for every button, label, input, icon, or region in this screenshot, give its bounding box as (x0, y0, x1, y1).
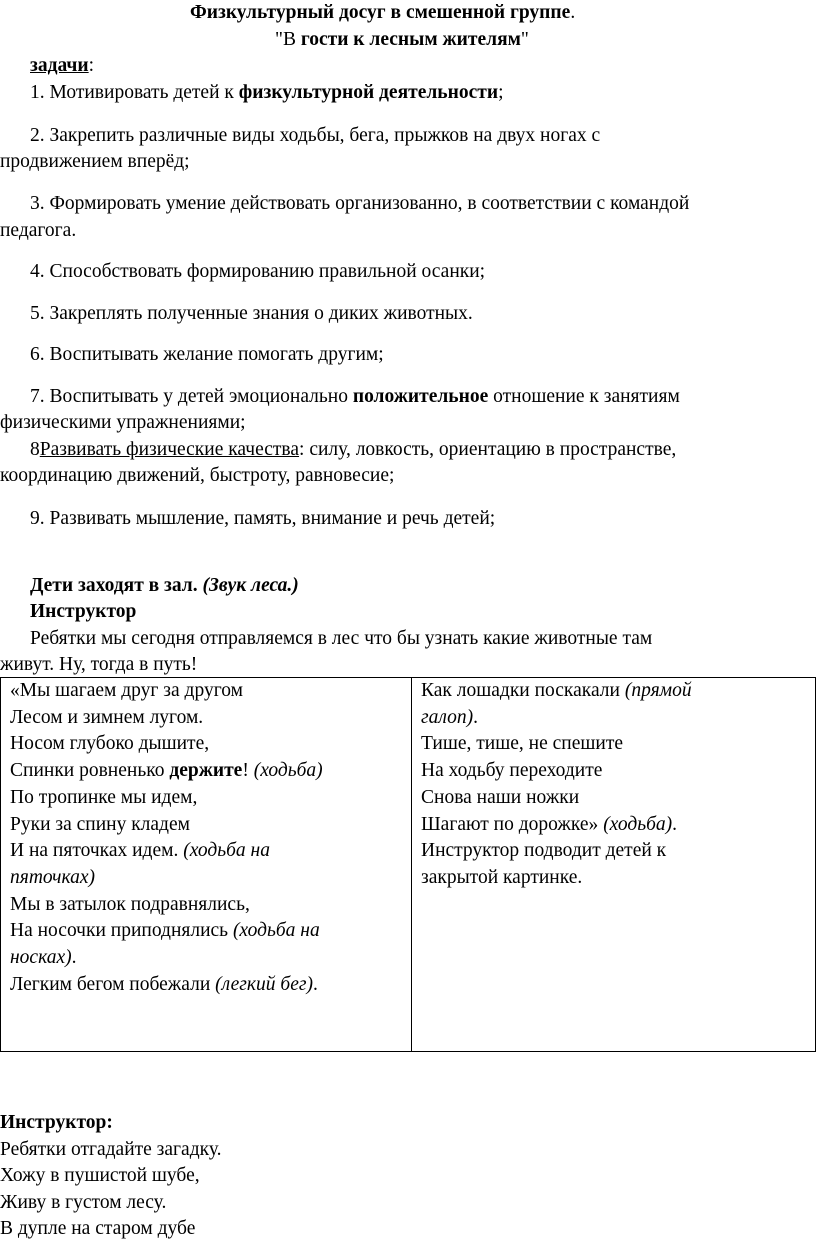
poem-table (0, 677, 816, 1052)
tasks-heading: задачи: (30, 55, 95, 76)
poem-line: И на пяточках идем. (ходьба на (10, 840, 270, 862)
task-8: 8Развивать физические качества: силу, ловкость, ориентацию в пространстве, (30, 439, 677, 460)
title-line-2: "В гости к лесным жителям" (275, 29, 529, 50)
title-line-1: Физкультурный досуг в смешенной группе. (190, 2, 576, 23)
task-7: 7. Воспитывать у детей эмоционально положительное отношение к занятиям (30, 386, 680, 407)
task-3-cont: педагога. (0, 220, 77, 241)
riddle-line: В дупле на старом дубе (0, 1218, 196, 1239)
task-5: 5. Закреплять полученные знания о диких животных. (30, 303, 473, 324)
poem-line: закрытой картинке. (421, 866, 583, 888)
riddle-speaker: Инструктор: (0, 1112, 113, 1133)
instructor-speech: Ребятки мы сегодня отправляемся в лес что бы узнать какие животные там (30, 628, 653, 649)
poem-line: По тропинке мы идем, (10, 786, 198, 808)
poem-line: Инструктор подводит детей к (421, 840, 667, 862)
poem-line: галоп). (421, 706, 478, 728)
poem-line: Как лошадки поскакали (прямой (421, 680, 692, 701)
task-2: 2. Закрепить различные виды ходьбы, бега, прыжков на двух ногах с (30, 125, 601, 146)
task-1: 1. Мотивировать детей к физкультурной деятельности; (30, 82, 504, 103)
poem-left-cell (10, 678, 323, 998)
poem-line: Тише, тише, не спешите (421, 733, 623, 755)
poem-line: Легким бегом побежали (легкий бег). (10, 973, 318, 995)
task-2-cont: продвижением вперёд; (0, 151, 190, 172)
riddle-line: Хожу в пушистой шубе, (0, 1165, 200, 1186)
table-divider (411, 678, 412, 1051)
task-6: 6. Воспитывать желание помогать другим; (30, 344, 384, 365)
riddle-line: Ребятки отгадайте загадку. (0, 1139, 222, 1160)
instructor-speech-cont: живут. Ну, тогда в путь! (0, 654, 198, 675)
poem-line: Шагают по дорожке» (ходьба). (421, 813, 678, 835)
scene-direction: Дети заходят в зал. (Звук леса.) (30, 575, 299, 596)
poem-line: Носом глубоко дышите, (10, 733, 210, 755)
riddle-line: Живу в густом лесу. (0, 1192, 167, 1213)
poem-line: носках). (10, 947, 77, 969)
poem-line: Лесом и зимнем лугом. (10, 706, 204, 728)
poem-line: Снова наши ножки (421, 786, 580, 808)
poem-line: На ходьбу переходите (421, 760, 603, 782)
poem-line: На носочки приподнялись (ходьба на (10, 920, 320, 942)
task-7-cont: физическими упражнениями; (0, 412, 246, 433)
poem-line: пяточках) (10, 866, 95, 888)
speaker-instructor: Инструктор (30, 601, 137, 622)
task-8-cont: координацию движений, быстроту, равновесие; (0, 465, 395, 486)
poem-line: «Мы шагаем друг за другом (10, 680, 243, 701)
poem-line: Мы в затылок подравнялись, (10, 893, 250, 915)
task-3: 3. Формировать умение действовать организованно, в соответствии с командой (30, 193, 690, 214)
poem-line: Спинки ровненько держите! (ходьба) (10, 760, 323, 782)
poem-right-cell (421, 678, 692, 892)
task-9: 9. Развивать мышление, память, внимание и речь детей; (30, 508, 496, 529)
task-4: 4. Способствовать формированию правильной осанки; (30, 261, 486, 282)
poem-line: Руки за спину кладем (10, 813, 190, 835)
